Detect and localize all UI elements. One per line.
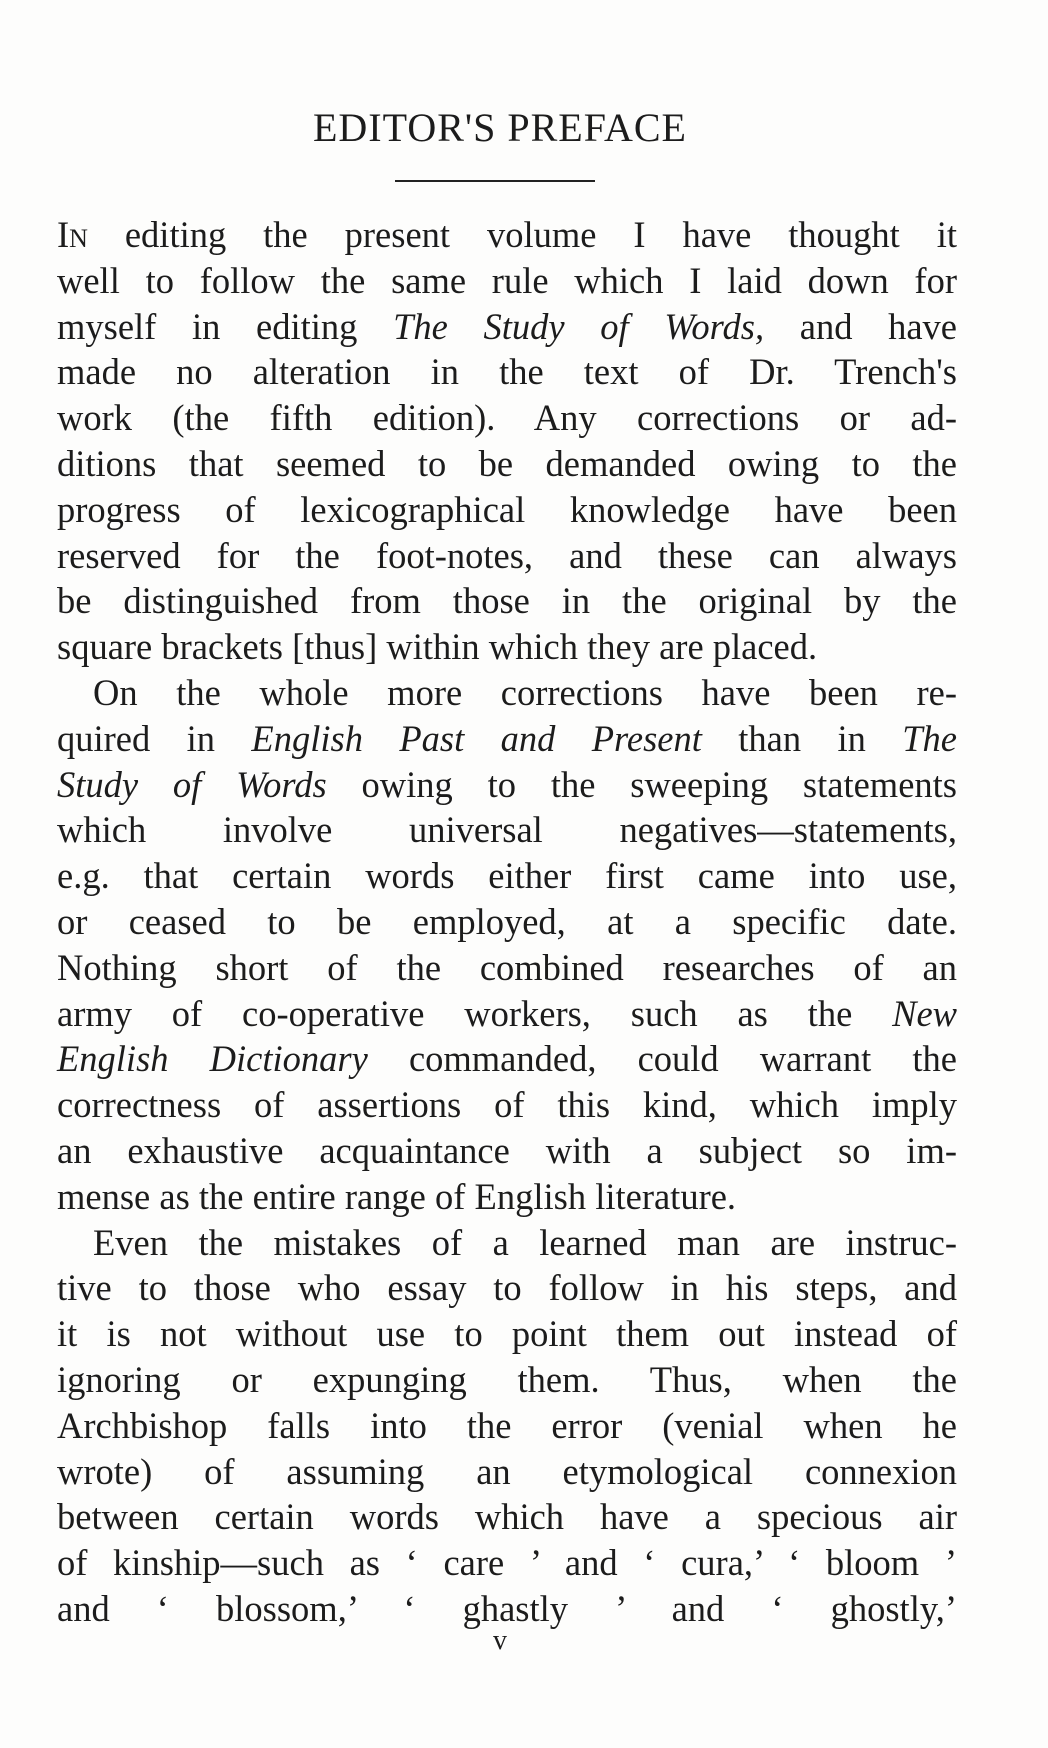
text-line: progress of lexicographical knowledge have been — [57, 488, 957, 530]
text-line: Even the mistakes of a learned man are instruc- — [93, 1221, 957, 1263]
italic-title: English Past and Present — [251, 717, 702, 759]
text-line: Nothing short of the combined researches of an — [57, 946, 957, 988]
text-line: army of co-operative workers, such as the New — [57, 992, 957, 1034]
paragraph-1 — [57, 212, 957, 670]
text-line: well to follow the same rule which I laid down for — [57, 259, 957, 301]
text-line: wrote) of assuming an etymological connexion — [57, 1450, 957, 1492]
italic-title: English Dictionary — [57, 1038, 368, 1080]
text-line: ditions that seemed to be demanded owing to the — [57, 442, 957, 484]
paragraph-3 — [57, 1220, 957, 1632]
text-line: of kinship—such as ‘ care ’ and ‘ cura,’ ‘ bloom ’ — [57, 1542, 957, 1584]
text-line: which involve universal negatives—statements, — [57, 809, 957, 851]
italic-title: Study of Words — [57, 763, 327, 805]
title-rule — [395, 180, 595, 182]
text-line: Study of Words owing to the sweeping statements — [57, 763, 957, 805]
text-line: be distinguished from those in the original by the — [57, 580, 957, 622]
text-line: quired in English Past and Present than in The — [57, 717, 957, 759]
text-line: correctness of assertions of this kind, which imply — [57, 1084, 957, 1126]
text-line: ignoring or expunging them. Thus, when the — [57, 1358, 957, 1400]
drop-word: In — [57, 214, 88, 255]
text-line: reserved for the foot-notes, and these can always — [57, 534, 957, 576]
italic-title: The Study of Words, — [393, 305, 765, 347]
text-line: In editing the present volume I have thought it — [57, 214, 957, 255]
text-line: work (the fifth edition). Any corrections or ad- — [57, 397, 957, 439]
text-line: Archbishop falls into the error (venial when he — [57, 1404, 957, 1446]
text-line: myself in editing The Study of Words, and have — [57, 305, 958, 347]
text-line: it is not without use to point them out instead of — [57, 1313, 957, 1355]
preface-body — [57, 212, 957, 1632]
text-line: On the whole more corrections have been re- — [93, 671, 957, 713]
text-line: an exhaustive acquaintance with a subject so im- — [57, 1129, 957, 1171]
text-line: and ‘ blossom,’ ‘ ghastly ’ and ‘ ghostly,’ — [57, 1587, 957, 1629]
italic-title: The — [902, 717, 957, 759]
text-line: made no alteration in the text of Dr. Trench's — [57, 351, 957, 393]
text-line: square brackets [thus] within which they are placed. — [57, 626, 818, 668]
text-line: mense as the entire range of English literature. — [57, 1175, 737, 1217]
paragraph-2 — [57, 670, 957, 1220]
text-line: e.g. that certain words either first came into use, — [57, 855, 957, 897]
page-title: EDITOR'S PREFACE — [312, 105, 687, 150]
text-line: tive to those who essay to follow in his steps, and — [57, 1267, 957, 1309]
text-line: between certain words which have a specious air — [57, 1496, 957, 1538]
page-number: v — [493, 1625, 507, 1656]
text-line: or ceased to be employed, at a specific date. — [57, 900, 957, 942]
text-line: English Dictionary commanded, could warrant the — [57, 1038, 958, 1080]
italic-title: New — [892, 992, 957, 1034]
